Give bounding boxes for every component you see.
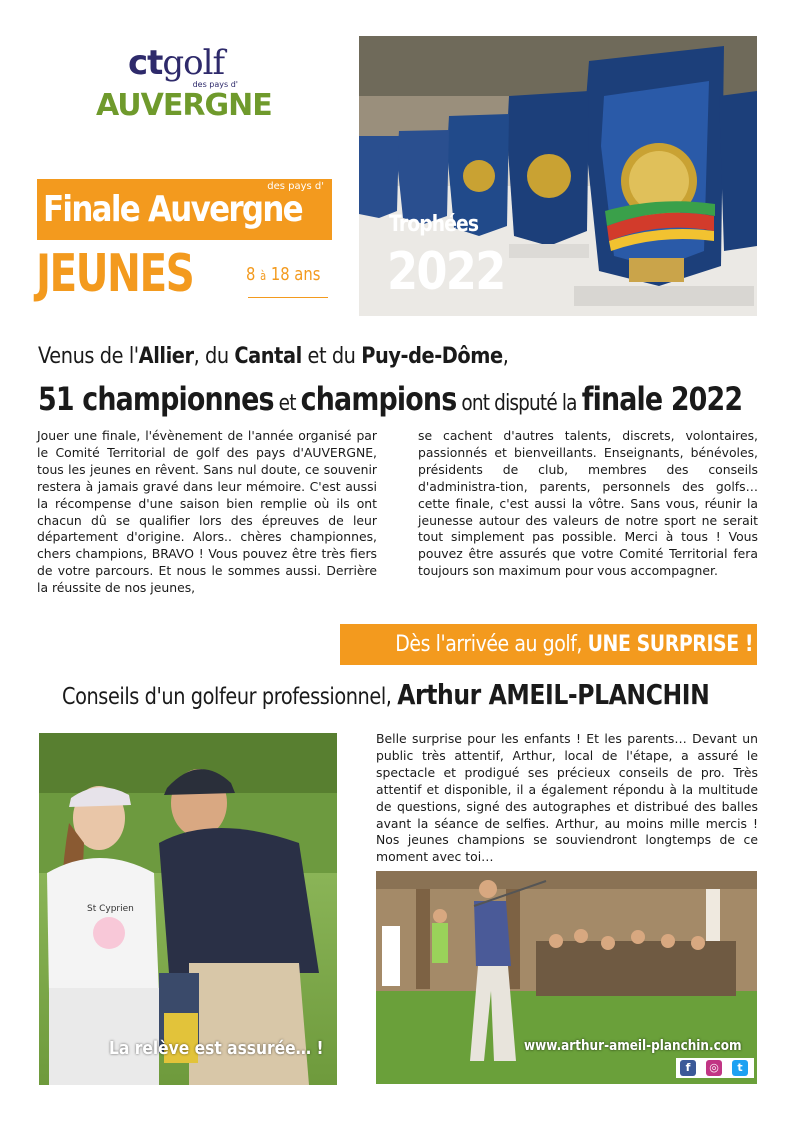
age-range-underline (248, 297, 328, 298)
ctgolf-logo (96, 43, 272, 136)
finale-banner (37, 179, 332, 240)
kid-photo-caption: La relève est assurée… ! (109, 1038, 324, 1059)
pro-swing-photo (376, 871, 757, 1084)
pro-website-url[interactable]: www.arthur-ameil-planchin.com (524, 1038, 742, 1054)
trophy-caption-year: 2022 (387, 242, 505, 302)
surprise-banner (340, 624, 757, 665)
headline-line2: 51 championnes et champions ont disputé la finale 2022 (38, 380, 743, 418)
instagram-icon[interactable]: ◎ (706, 1060, 722, 1076)
intro-column-2: se cachent d'autres talents, discrets, volontaires, passionnés et bienveillants. Enseignants, bénévoles, présidents de club, membres des conseils d'administra-tion, parents, personnels des golfs… cette finale, c'est aussi la vôtre. Sans vous, réunir la jeunesse autour des valeurs de notre sport ne serait tout simplement pas possible. Merci à tous ! Vous pouvez être assurés que votre Comité Territorial fera toujours son maximum pour vous accompagner. (418, 428, 758, 579)
trophy-photo (359, 36, 757, 316)
kid-photo-illustration (39, 733, 337, 1085)
age-range: 8 à 18 ans (246, 264, 321, 285)
pro-paragraph: Belle surprise pour les enfants ! Et les parents… Devant un public très attentif, Arthur, local de l'étape, a assuré le spectacle et prodigué ses précieux conseils de pro. Très attentif et disponible, il a également répondu à la multitude de questions, signé des autographes et distribué des balles avant la séance de selfies. Arthur, au moins mille mercis ! Nos jeunes champions se souviendront longtemps de ce moment avec toi… (376, 731, 758, 865)
finale-banner-title: Finale Auvergne (43, 189, 302, 230)
intro-column-1: Jouer une finale, l'évènement de l'année organisé par le Comité Territorial de golf des pays d'AUVERGNE, tous les jeunes en rêvent. Sans nul doute, ce souvenir restera à jamais gravé dans leur mémoire. C'est aussi la récompense d'une saison bien remplie où ils ont chacun dû se qualifier lors des épreuves de leur département d'origine. Alors.. chères championnes, chers champions, BRAVO ! Vous pouvez être très fiers de votre parcours. Et nous le sommes aussi. Derrière la réussite de nos jeunes, (37, 428, 377, 596)
trophy-caption-label: Trophées (389, 212, 479, 237)
kid-with-pro-photo (39, 733, 337, 1085)
twitter-icon[interactable]: t (732, 1060, 748, 1076)
facebook-icon[interactable]: f (680, 1060, 696, 1076)
jeunes-title: JEUNES (36, 244, 194, 304)
logo-subtitle: des pays d' (192, 80, 238, 89)
surprise-banner-text: Dès l'arrivée au golf, UNE SURPRISE ! (395, 632, 753, 657)
kid-shirt-text: St Cyprien (87, 904, 134, 914)
social-icons (676, 1058, 754, 1078)
logo-region: AUVERGNE (96, 88, 272, 123)
headline-line1: Venus de l'Allier, du Cantal et du Puy-de-Dôme, (38, 344, 509, 369)
finale-banner-small-text: des pays d' (267, 181, 324, 192)
logo-ctgolf-wordmark: ctgolf (127, 43, 225, 83)
pro-headline: Conseils d'un golfeur professionnel, Arthur AMEIL-PLANCHIN (62, 678, 710, 711)
